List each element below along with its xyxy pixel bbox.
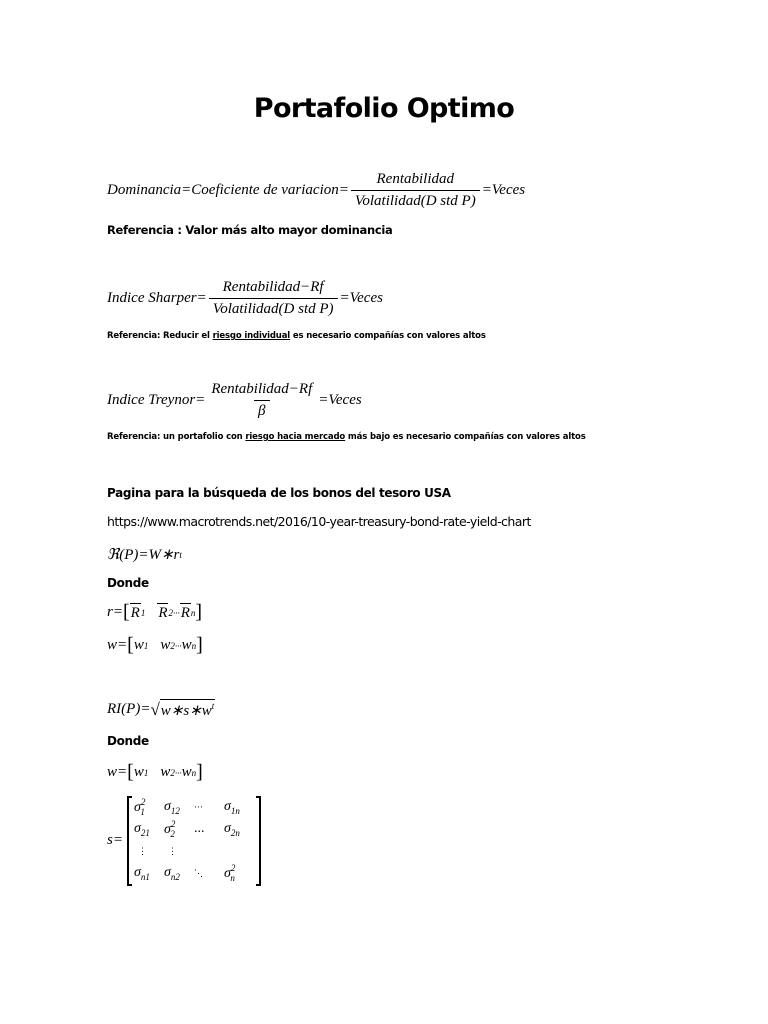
matrix-cell-2-4: $\sigma_{2n}$ (223, 820, 240, 838)
vector-r-ellipsis: ··· (172, 607, 180, 618)
vector-w-2-element-1: w (133, 764, 144, 780)
matrix-cell-4-4: $\sigma^2_n$ (223, 863, 236, 883)
vector-w-2-sub-2: 2 (170, 767, 175, 778)
vector-w-2-element-2: w (160, 764, 171, 780)
vector-w-1-sub-n: n (191, 640, 197, 651)
dominancia-denominator: Volatilidad(D std P) (351, 190, 480, 210)
risk-formula-radicand (160, 699, 216, 720)
covariance-matrix (127, 796, 261, 884)
matrix-cell-3-2: ⋮ (167, 845, 177, 856)
sharpe-fraction (209, 279, 338, 318)
return-formula-transpose: t (179, 549, 182, 560)
dominancia-rhs: =Veces (481, 182, 526, 198)
bonds-heading: Pagina para la búsqueda de los bonos del tesoro USA (107, 486, 451, 500)
return-formula-body: ℜ(P)=W∗r (107, 547, 180, 563)
donde-label-1: Donde (107, 576, 149, 590)
reference-treynor-prefix: Referencia: un portafolio con (107, 432, 246, 442)
matrix-lhs: s= (107, 831, 123, 848)
matrix-cell-1-2: $\sigma_{12}$ (163, 798, 180, 816)
reference-sharpe-underlined: riesgo individual (212, 331, 291, 341)
treynor-rhs: =Veces (318, 392, 362, 408)
risk-formula (107, 699, 215, 720)
vector-r-element-1: R (130, 605, 140, 621)
vector-w-1-element-n: w (181, 637, 192, 653)
matrix-cell-3-1: ⋮ (137, 845, 147, 856)
dominancia-formula (107, 171, 525, 210)
sharpe-denominator: Volatilidad(D std P) (209, 298, 338, 318)
reference-treynor (107, 432, 586, 442)
reference-sharpe-prefix: Referencia: Reducir el (107, 331, 213, 341)
vector-w-1-ellipsis: ··· (174, 640, 182, 651)
return-formula (107, 545, 182, 564)
vector-w-1-lhs: w= (107, 637, 128, 653)
sqrt-symbol: √ (150, 699, 160, 719)
reference-treynor-underlined: riesgo hacia mercado (245, 432, 346, 442)
vector-r (107, 601, 202, 624)
sharpe-numerator: Rentabilidad−Rf (222, 279, 324, 295)
vector-w-2-lhs: w= (107, 764, 128, 780)
vector-w-1-sub-2: 2 (170, 640, 175, 651)
vector-w-1-element-1: w (133, 637, 144, 653)
covariance-matrix-formula (107, 796, 261, 884)
donde-label-2: Donde (107, 734, 149, 748)
dominancia-lhs: Dominancia=Coeficiente de variacion= (107, 182, 349, 198)
vector-r-sub-n: n (190, 607, 196, 618)
vector-w-2 (107, 761, 203, 784)
vector-w-2-sub-1: 1 (143, 767, 149, 778)
bracket-right: ] (195, 601, 203, 623)
page-title: Portafolio Optimo (253, 93, 515, 124)
bracket-left: [ (122, 601, 130, 623)
bracket-left: [ (127, 634, 134, 656)
reference-treynor-suffix: más bajo es necesario compañías con valores altos (345, 432, 586, 442)
matrix-cell-2-1: $\sigma_{21}$ (133, 820, 150, 838)
risk-formula-lhs: RI(P)= (107, 701, 151, 717)
vector-r-lhs: r= (107, 604, 123, 620)
vector-w-1 (107, 634, 203, 657)
treynor-fraction (207, 381, 316, 420)
risk-formula-body: w∗s∗w (160, 703, 212, 719)
matrix-cell-4-1: $\sigma_{n1}$ (133, 864, 150, 882)
vector-w-1-element-2: w (160, 637, 171, 653)
reference-dominancia: Referencia : Valor más alto mayor dominancia (107, 223, 393, 237)
matrix-cell-1-1: $\sigma^2_1$ (133, 797, 146, 817)
reference-sharpe (107, 331, 486, 341)
sharpe-formula (107, 279, 383, 318)
vector-r-element-2: R (158, 605, 168, 621)
bonds-url-link[interactable]: https://www.macrotrends.net/2016/10-year-treasury-bond-rate-yield-chart (107, 514, 531, 529)
matrix-cell-2-2: $\sigma^2_2$ (163, 819, 176, 839)
vector-w-2-ellipsis: ··· (174, 767, 182, 778)
dominancia-numerator: Rentabilidad (376, 171, 455, 187)
bracket-right: ] (196, 761, 203, 783)
bracket-left: [ (127, 761, 134, 783)
treynor-lhs: Indice Treynor= (107, 392, 206, 408)
matrix-cell-4-2: $\sigma_{n2}$ (163, 864, 180, 882)
vector-w-2-element-n: w (181, 764, 192, 780)
matrix-cell-1-3: ··· (193, 802, 203, 812)
matrix-cell-2-3: ... (193, 821, 205, 836)
matrix-cell-4-3: ⋱ (193, 867, 203, 878)
treynor-denominator: β (254, 400, 269, 420)
vector-r-sub-2: 2 (168, 607, 173, 618)
treynor-numerator: Rentabilidad−Rf (211, 381, 313, 397)
vector-w-1-sub-1: 1 (143, 640, 149, 651)
vector-r-sub-1: 1 (140, 607, 146, 618)
treynor-formula (107, 381, 362, 420)
vector-w-2-sub-n: n (191, 767, 197, 778)
matrix-cell-1-4: $\sigma_{1n}$ (223, 798, 240, 816)
sharpe-rhs: =Veces (339, 290, 383, 306)
vector-r-element-n: R (180, 605, 190, 621)
reference-sharpe-suffix: es necesario compañías con valores altos (290, 331, 486, 341)
dominancia-fraction (351, 171, 480, 210)
sharpe-lhs: Indice Sharper= (107, 290, 207, 306)
bracket-right: ] (196, 634, 203, 656)
risk-formula-transpose: t (211, 701, 215, 711)
